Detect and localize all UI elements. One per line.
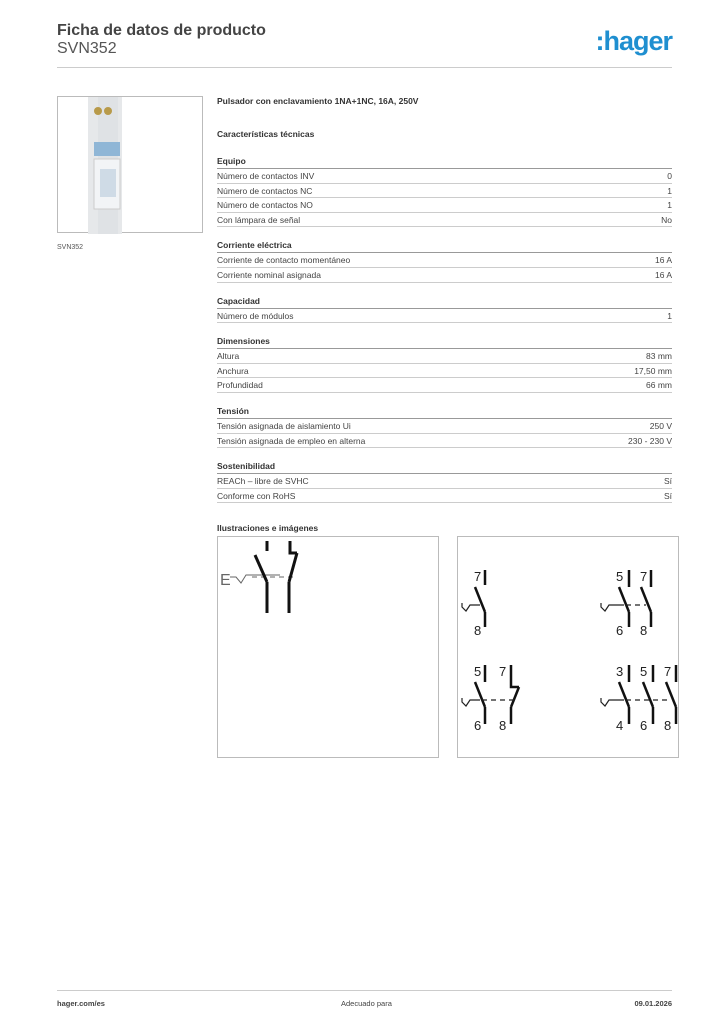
illustrations-heading: Ilustraciones e imágenes: [217, 523, 319, 534]
spec-row: [217, 349, 672, 364]
spec-value: 1: [667, 185, 672, 196]
section-title: Capacidad: [217, 294, 672, 309]
terminal-label: 6: [474, 718, 482, 733]
terminal-label: 7: [640, 569, 648, 584]
terminal-label: 5: [474, 664, 482, 679]
footer-website[interactable]: hager.com/es: [57, 999, 105, 1008]
section-title: Dimensiones: [217, 334, 672, 349]
spec-row: [217, 364, 672, 379]
page-title: Ficha de datos de producto: [57, 22, 266, 39]
symbol-diagram: [217, 536, 439, 758]
spec-label: Tensión asignada de aislamiento Ui: [217, 420, 351, 431]
spec-row: [217, 474, 672, 489]
spec-value: 16 A: [654, 269, 672, 280]
spec-value: 66 mm: [646, 380, 672, 391]
spec-label: Conforme con RoHS: [217, 490, 296, 501]
spec-row: [217, 169, 672, 184]
spec-label: Altura: [217, 351, 240, 362]
spec-row: [217, 489, 672, 504]
terminal-label: 8: [499, 718, 507, 733]
terminal-label: 8: [640, 623, 648, 638]
spec-value: 17,50 mm: [634, 365, 672, 376]
hager-logo: :hager: [595, 26, 672, 56]
terminal-label: 7: [499, 664, 507, 679]
spec-row: [217, 434, 672, 449]
spec-panel: [217, 96, 672, 538]
spec-label: Corriente nominal asignada: [217, 269, 321, 280]
spec-section: [217, 459, 672, 503]
terminal-label: 6: [640, 718, 648, 733]
spec-label: Número de contactos INV: [217, 171, 315, 181]
spec-row: [217, 378, 672, 393]
spec-value: Sí: [663, 476, 672, 487]
spec-section: [217, 404, 672, 448]
terminal-label: 3: [616, 664, 624, 679]
spec-section: [217, 154, 672, 227]
terminal-label: 4: [616, 718, 624, 733]
product-image-caption: SVN352: [57, 244, 84, 251]
product-code: SVN352: [57, 40, 117, 57]
terminal-label: 7: [664, 664, 672, 679]
section-title: Equipo: [217, 154, 672, 169]
footer-date: 09.01.2026: [634, 999, 672, 1008]
spec-label: Número de contactos NO: [217, 200, 313, 211]
diagram-label: E: [220, 572, 231, 589]
spec-row: [217, 253, 672, 268]
spec-row: [217, 184, 672, 199]
spec-label: Número de contactos NC: [217, 185, 313, 196]
section-title: Sostenibilidad: [217, 459, 672, 474]
product-description: Pulsador con enclavamiento 1NA+1NC, 16A, 250V: [217, 96, 419, 106]
spec-label: Corriente de contacto momentáneo: [217, 255, 351, 266]
spec-row: [217, 268, 672, 283]
spec-row: [217, 419, 672, 434]
section-title: Corriente eléctrica: [217, 238, 672, 253]
spec-label: REACh – libre de SVHC: [217, 476, 309, 487]
spec-label: Profundidad: [217, 380, 263, 391]
spec-section: [217, 238, 672, 282]
terminal-label: 6: [616, 623, 624, 638]
terminal-label: 5: [616, 569, 624, 584]
wiring-diagrams: [457, 536, 679, 758]
spec-value: 0: [667, 171, 672, 181]
spec-label: Tensión asignada de empleo en alterna: [217, 435, 366, 446]
spec-row: [217, 309, 672, 324]
technical-heading: Características técnicas: [217, 129, 315, 139]
spec-value: 230 - 230 V: [628, 435, 672, 446]
spec-row: [217, 198, 672, 213]
footer-divider: [57, 990, 672, 991]
spec-value: 16 A: [654, 255, 672, 266]
spec-label: Anchura: [217, 365, 249, 376]
terminal-label: 8: [474, 623, 482, 638]
spec-label: Con lámpara de señal: [217, 214, 301, 225]
spec-value: 1: [667, 200, 672, 211]
spec-section: [217, 294, 672, 324]
spec-section: [217, 334, 672, 393]
spec-value: 250 V: [649, 420, 672, 431]
spec-value: 1: [667, 310, 672, 321]
terminal-label: 8: [664, 718, 672, 733]
terminal-label: 7: [474, 569, 482, 584]
spec-label: Número de módulos: [217, 310, 294, 321]
section-title: Tensión: [217, 404, 672, 419]
spec-value: Sí: [663, 490, 672, 501]
spec-value: 83 mm: [646, 351, 672, 362]
terminal-label: 5: [640, 664, 648, 679]
footer-suitable-for: Adecuado para: [341, 999, 392, 1008]
header-divider: [57, 67, 672, 68]
spec-value: No: [661, 214, 672, 225]
spec-row: [217, 213, 672, 228]
product-image: [57, 96, 203, 233]
